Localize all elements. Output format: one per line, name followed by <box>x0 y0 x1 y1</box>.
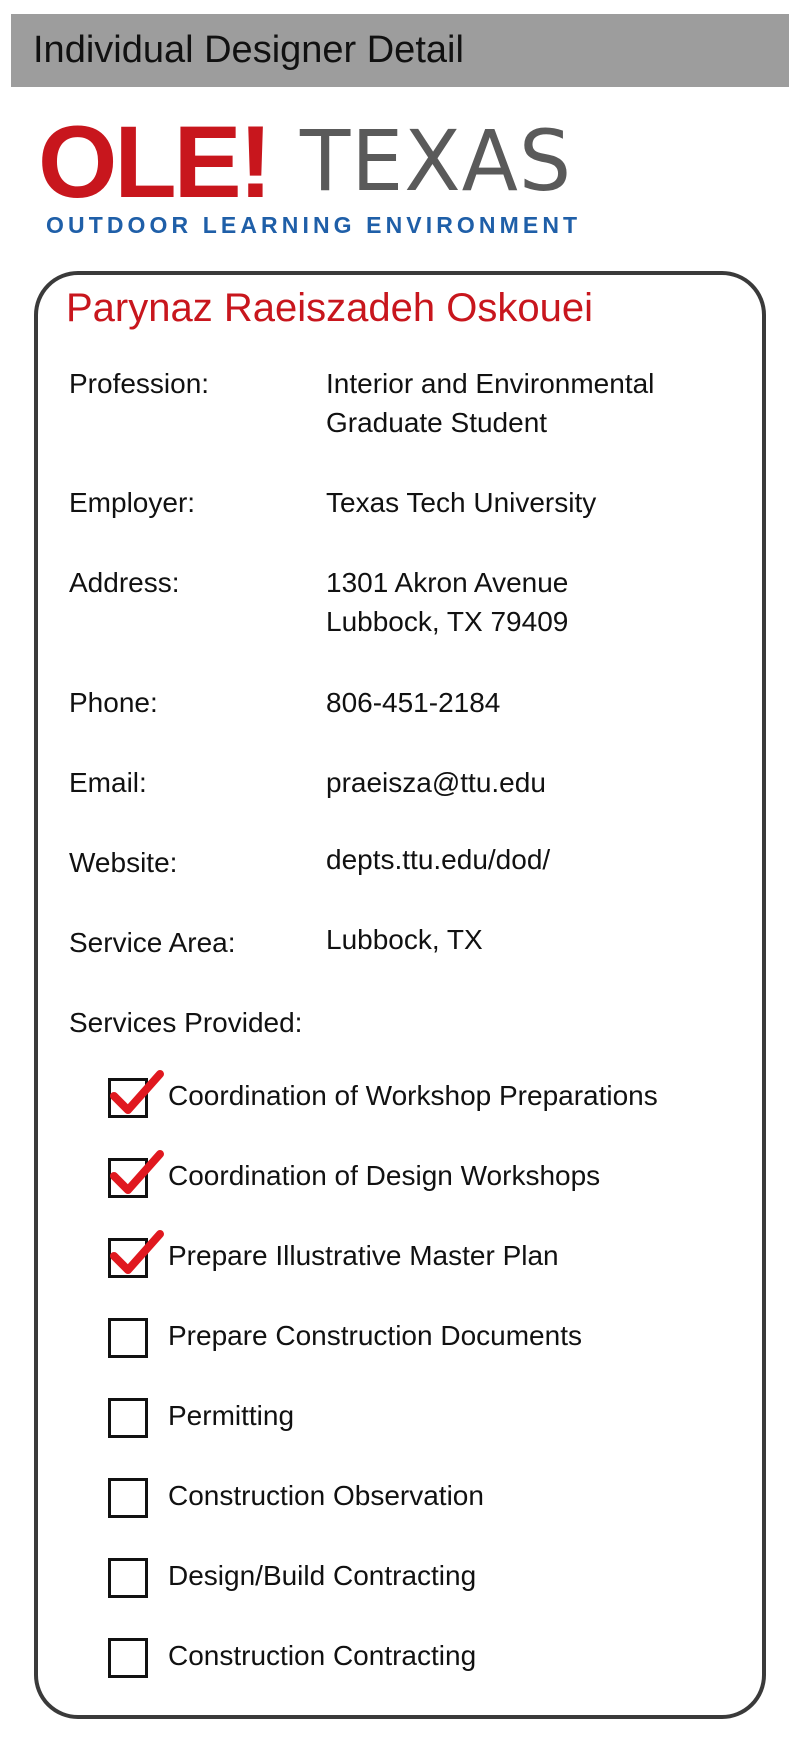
address-label: Address: <box>69 567 180 598</box>
service-area-label: Service Area: <box>69 927 236 958</box>
email-label: Email: <box>69 767 147 798</box>
website-label: Website: <box>69 847 178 878</box>
service-label: Coordination of Workshop Preparations <box>168 1080 658 1111</box>
profession-value-line1: Interior and Environmental <box>326 368 655 399</box>
red-checkmark-icon <box>108 1226 166 1282</box>
service-area-value: Lubbock, TX <box>326 924 483 955</box>
service-label: Coordination of Design Workshops <box>168 1160 601 1191</box>
empty-checkbox-icon <box>108 1478 148 1518</box>
services-provided-label: Services Provided: <box>69 1007 303 1038</box>
service-label: Construction Contracting <box>168 1640 477 1671</box>
red-checkmark-icon <box>108 1066 166 1122</box>
phone-value: 806-451-2184 <box>326 687 501 718</box>
empty-checkbox-icon <box>108 1638 148 1678</box>
employer-value: Texas Tech University <box>326 487 597 518</box>
logo-ole-text: OLE! <box>38 105 270 219</box>
service-label: Permitting <box>168 1400 295 1431</box>
logo-texas-text: TEXAS <box>300 112 573 210</box>
profession-label: Profession: <box>69 368 210 399</box>
phone-label: Phone: <box>69 687 158 718</box>
ole-texas-logo <box>38 105 582 242</box>
empty-checkbox-icon <box>108 1558 148 1598</box>
red-checkmark-icon <box>108 1146 166 1202</box>
employer-label: Employer: <box>69 487 196 518</box>
designer-name: Parynaz Raeiszadeh Oskouei <box>66 286 593 330</box>
service-label: Design/Build Contracting <box>168 1560 477 1591</box>
page-title: Individual Designer Detail <box>33 29 464 71</box>
service-label: Prepare Construction Documents <box>168 1320 582 1351</box>
address-value-line1: 1301 Akron Avenue <box>326 567 569 598</box>
website-link[interactable]: depts.ttu.edu/dod/ <box>326 844 551 875</box>
email-link[interactable]: praeisza@ttu.edu <box>326 767 546 798</box>
empty-checkbox-icon <box>108 1398 148 1438</box>
service-label: Prepare Illustrative Master Plan <box>168 1240 559 1271</box>
logo-subtitle: OUTDOOR LEARNING ENVIRONMENT <box>46 212 582 238</box>
service-label: Construction Observation <box>168 1480 484 1511</box>
header-bar <box>11 14 789 87</box>
address-value-line2: Lubbock, TX 79409 <box>326 606 569 637</box>
profession-value-line2: Graduate Student <box>326 407 548 438</box>
empty-checkbox-icon <box>108 1318 148 1358</box>
